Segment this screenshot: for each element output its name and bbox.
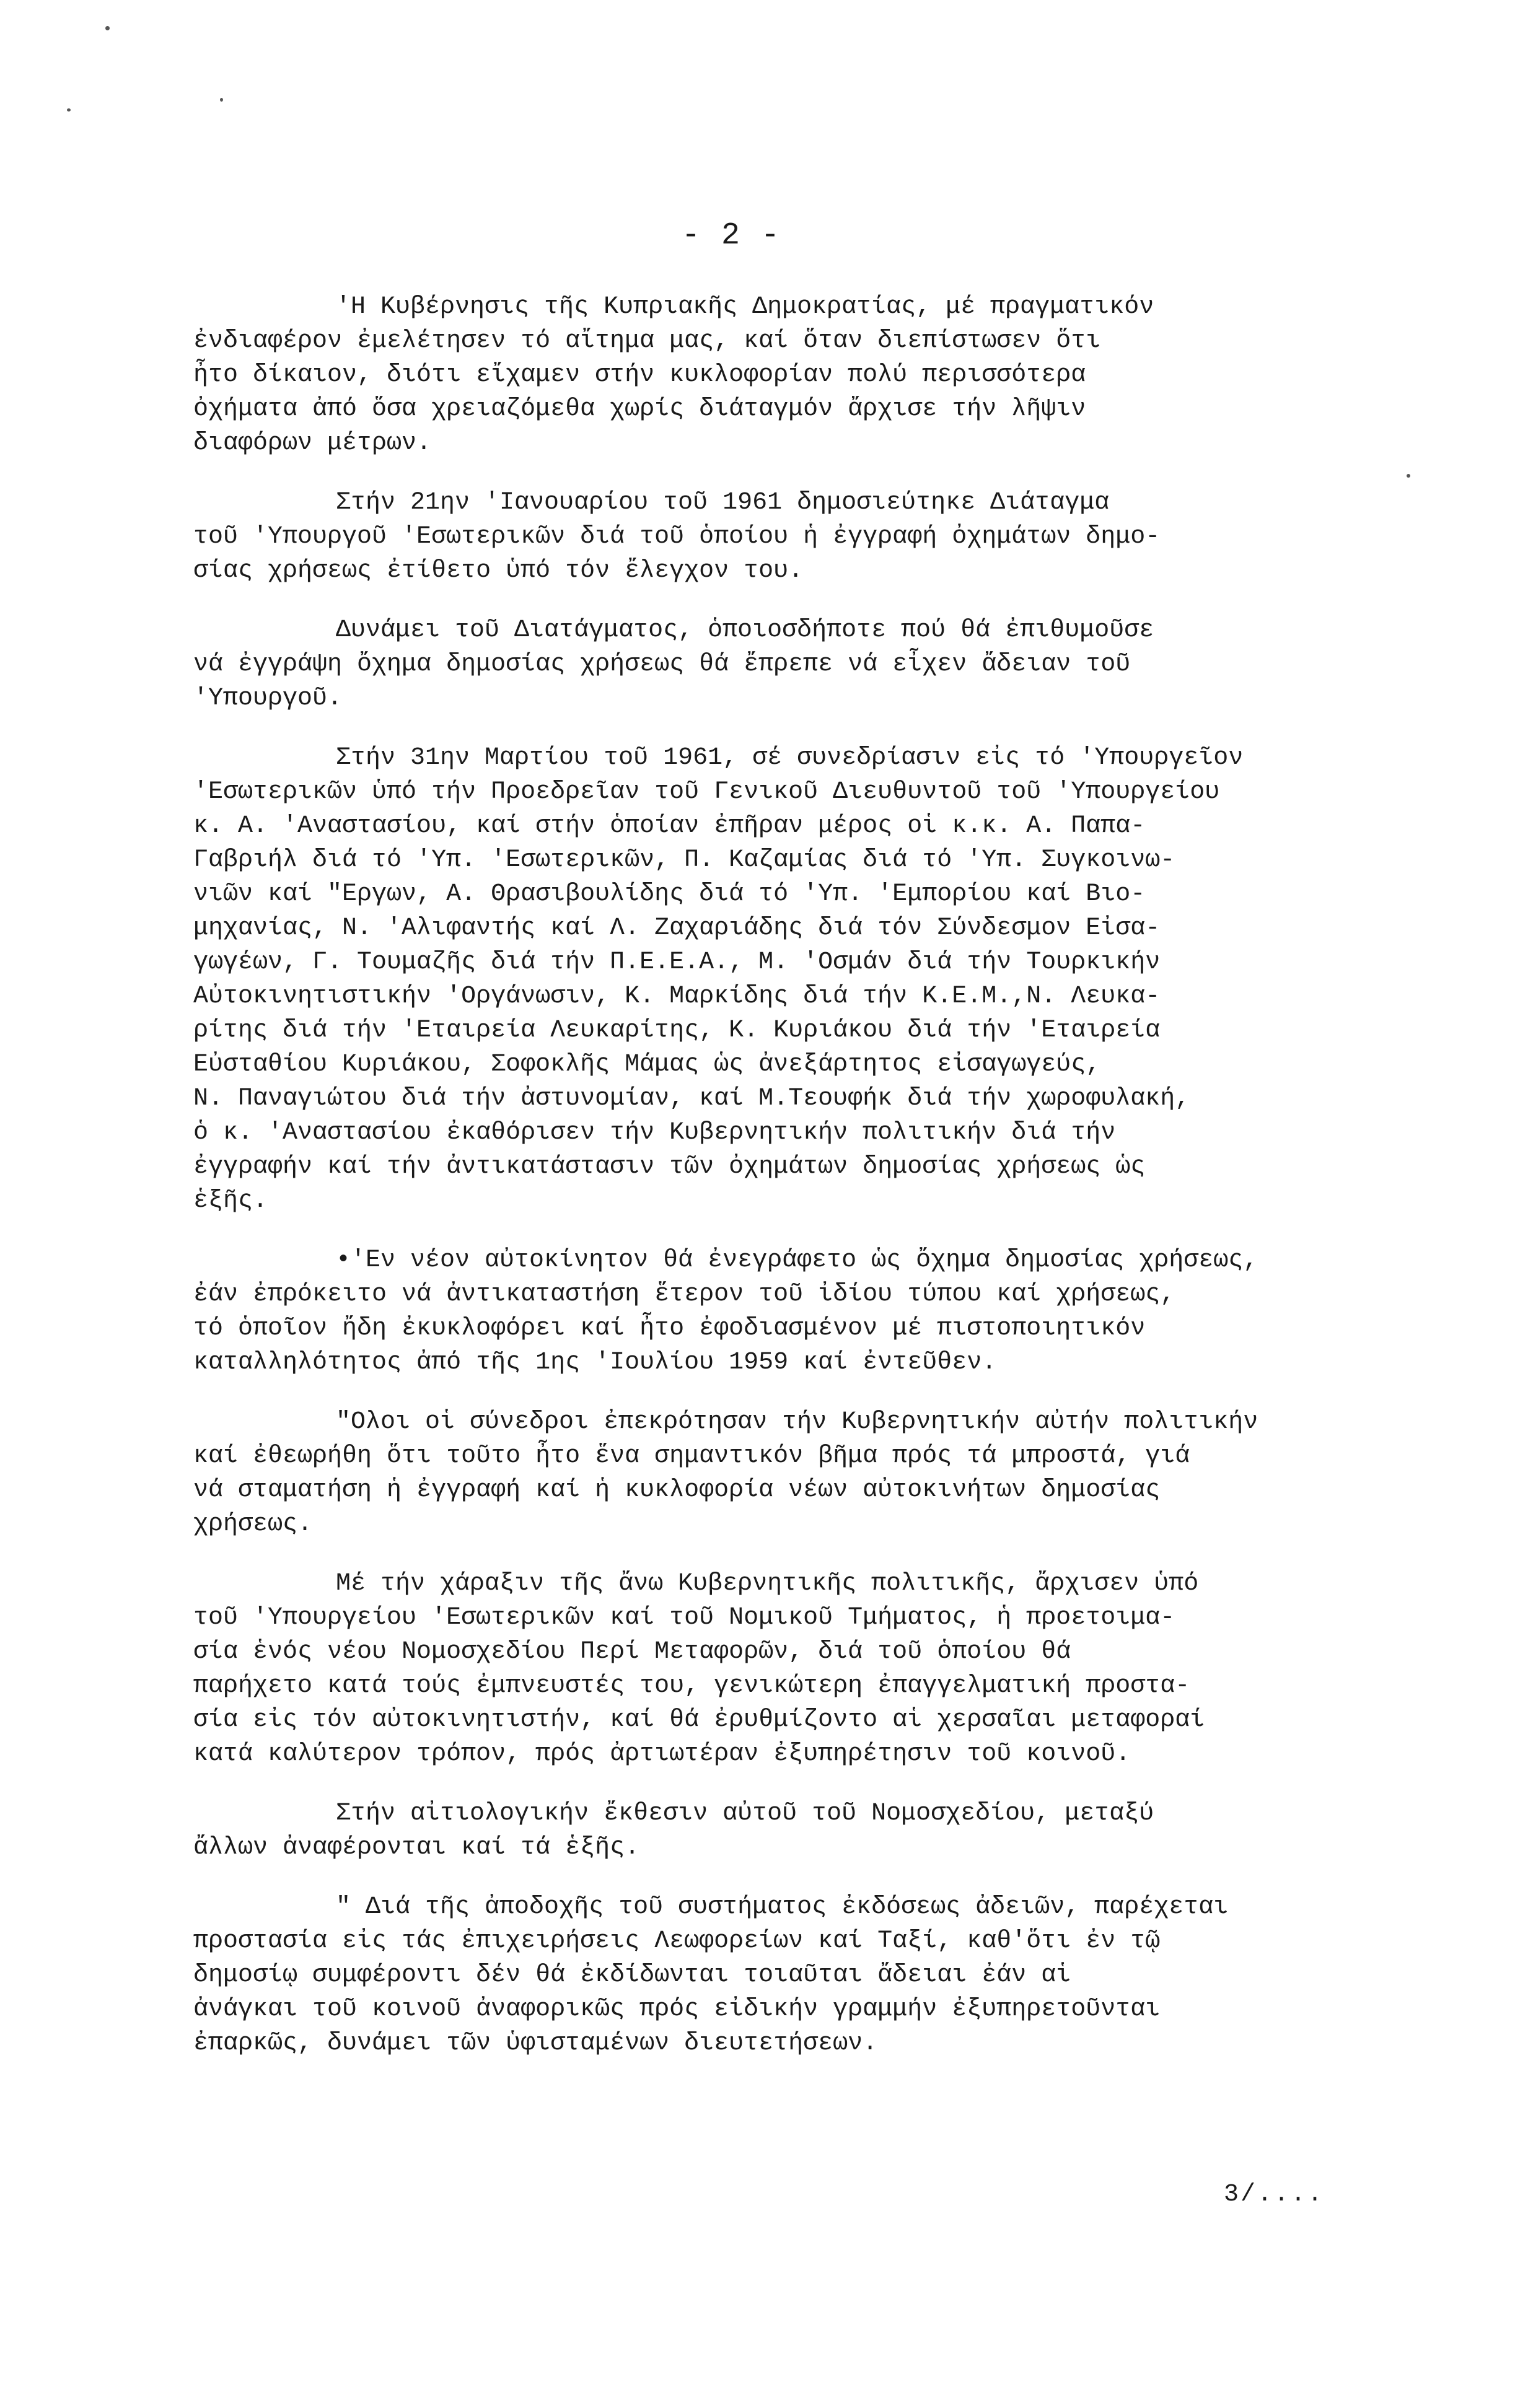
text-line: καταλληλότητος ἀπό τῆς 1ης 'Ιουλίου 1959 καί ἐντεῦθεν. [193,1349,997,1377]
text-line: προστασία εἰς τάς ἐπιχειρήσεις Λεωφορείων καί Ταξί, καθ'ὅτι ἐν τῷ [193,1927,1161,1955]
text-line: ἑξῆς. [193,1187,268,1215]
text-line: ὁ κ. 'Αναστασίου ἐκαθόρισεν τήν Κυβερνητικήν πολιτικήν διά τήν [193,1119,1116,1147]
text-line: μηχανίας, Ν. 'Αλιφαντής καί Λ. Ζαχαριάδης διά τόν Σύνδεσμον Εἰσα- [193,914,1161,942]
paragraph [193,613,1507,716]
text-line: δημοσίῳ συμφέροντι δέν θά ἐκδίδωνται τοιαῦται ἄδειαι ἐάν αἱ [193,1961,1071,1989]
scan-speck [105,26,110,30]
text-line: κατά καλύτερον τρόπον, πρός ἀρτιωτέραν ἐξυπηρέτησιν τοῦ κοινοῦ. [193,1740,1131,1768]
text-line: Στήν 21ην 'Ιανουαρίου τοῦ 1961 δημοσιεύτηκε Διάταγμα [336,489,1110,517]
text-line: Στήν αἰτιολογικήν ἔκθεσιν αὐτοῦ τοῦ Νομοσχεδίου, μεταξύ [336,1800,1154,1828]
text-line: Αὐτοκινητιστικήν 'Οργάνωσιν, Κ. Μαρκίδης διά τήν Κ.Ε.Μ.,Ν. Λευκα- [193,983,1161,1010]
text-line: Ν. Παναγιώτου διά τήν ἀστυνομίαν, καί Μ.Τεουφήκ διά τήν χωροφυλακή, [193,1085,1190,1113]
text-line: παρήχετο κατά τούς ἐμπνευστές του, γενικώτερη ἐπαγγελματική προστα- [193,1672,1190,1700]
paragraph [193,1243,1507,1380]
paragraph [193,486,1507,588]
text-line: ρίτης διά τήν 'Εταιρεία Λευκαρίτης, Κ. Κυριάκου διά τήν 'Εταιρεία [193,1017,1161,1044]
text-line: καί ἐθεωρήθη ὅτι τοῦτο ἦτο ἕνα σημαντικόν βῆμα πρός τά μπροστά, γιά [193,1442,1190,1470]
text-line: διαφόρων μέτρων. [193,429,432,457]
text-line: ἐάν ἐπρόκειτο νά ἀντικαταστήση ἕτερον τοῦ ἰδίου τύπου καί χρήσεως, [193,1281,1175,1308]
text-line: 'Η Κυβέρνησις τῆς Κυπριακῆς Δημοκρατίας, μέ πραγματικόν [336,293,1154,321]
paragraph [193,1890,1507,2060]
text-line: νά ἐγγράψη ὄχημα δημοσίας χρήσεως θά ἔπρεπε νά εἶχεν ἄδειαν τοῦ [193,650,1131,678]
text-line: 'Εσωτερικῶν ὑπό τήν Προεδρεῖαν τοῦ Γενικοῦ Διευθυντοῦ τοῦ 'Υπουργείου [193,778,1220,806]
text-line: κ. Α. 'Αναστασίου, καί στήν ὁποίαν ἐπῆραν μέρος οἱ κ.κ. Α. Παπα- [193,812,1146,840]
text-line: τοῦ 'Υπουργείου 'Εσωτερικῶν καί τοῦ Νομικοῦ Τμήματος, ἡ προετοιμα- [193,1604,1175,1632]
paragraph [193,1567,1507,1771]
paragraph [193,1797,1507,1865]
text-line: νά σταματήση ἡ ἐγγραφή καί ἡ κυκλοφορία νέων αὐτοκινήτων δημοσίας [193,1476,1161,1504]
text-line: "Ολοι οἱ σύνεδροι ἐπεκρότησαν τήν Κυβερνητικήν αὐτήν πολιτικήν [336,1408,1258,1436]
text-line: ἀνάγκαι τοῦ κοινοῦ ἀναφορικῶς πρός εἰδικήν γραμμήν ἐξυπηρετοῦνται [193,1995,1161,2023]
text-line: γωγέων, Γ. Τουμαζῆς διά τήν Π.Ε.Ε.Α., Μ. 'Οσμάν διά τήν Τουρκικήν [193,948,1161,976]
page-number: - 2 - [682,218,781,253]
continuation-marker: 3/.... [1224,2181,1325,2209]
text-line: τοῦ 'Υπουργοῦ 'Εσωτερικῶν διά τοῦ ὁποίου ἡ ἐγγραφή ὀχημάτων δημο- [193,523,1161,551]
text-line: τό ὁποῖον ἤδη ἐκυκλοφόρει καί ἦτο ἐφοδιασμένον μέ πιστοποιητικόν [193,1315,1146,1342]
text-line: Εὐσταθίου Κυριάκου, Σοφοκλῆς Μάμας ὡς ἀνεξάρτητος εἰσαγωγεύς, [193,1051,1101,1079]
text-line: Δυνάμει τοῦ Διατάγματος, ὁποιοσδήποτε πού θά ἐπιθυμοῦσε [336,616,1154,644]
text-line: ἐγγραφήν καί τήν ἀντικατάστασιν τῶν ὀχημάτων δημοσίας χρήσεως ὡς [193,1153,1146,1181]
scan-speck [67,108,71,112]
text-line: ὀχήματα ἀπό ὅσα χρειαζόμεθα χωρίς διάταγμόν ἄρχισε τήν λῆψιν [193,395,1086,423]
text-line: " Διά τῆς ἀποδοχῆς τοῦ συστήματος ἐκδόσεως ἀδειῶν, παρέχεται [336,1893,1229,1921]
paragraph [193,741,1507,1218]
text-line: Στήν 31ην Μαρτίου τοῦ 1961, σέ συνεδρίασιν εἰς τό 'Υπουργεῖον [336,744,1244,772]
scan-speck [220,98,223,102]
text-line: σία ἑνός νέου Νομοσχεδίου Περί Μεταφορῶν, διά τοῦ ὁποίου θά [193,1638,1071,1666]
text-line: Μέ τήν χάραξιν τῆς ἄνω Κυβερνητικῆς πολιτικῆς, ἄρχισεν ὑπό [336,1570,1199,1598]
text-line: σίας χρήσεως ἐτίθετο ὑπό τόν ἔλεγχον του. [193,557,804,585]
text-line: ἐνδιαφέρον ἐμελέτησεν τό αἴτημα μας, καί ὅταν διεπίστωσεν ὅτι [193,327,1101,355]
text-line: νιῶν καί "Εργων, Α. Θρασιβουλίδης διά τό 'Υπ. 'Εμπορίου καί Βιο- [193,880,1146,908]
paragraph [193,290,1507,460]
text-line: Γαβριήλ διά τό 'Υπ. 'Εσωτερικῶν, Π. Καζαμίας διά τό 'Υπ. Συγκοινω- [193,846,1175,874]
text-line: χρήσεως. [193,1510,313,1538]
text-line: •'Εν νέον αὐτοκίνητον θά ἐνεγράφετο ὡς ὄχημα δημοσίας χρήσεως, [336,1246,1258,1274]
document-body [193,290,1507,2086]
text-line: σία εἰς τόν αὐτοκινητιστήν, καί θά ἐρυθμίζοντο αἱ χερσαῖαι μεταφοραί [193,1706,1205,1734]
text-line: ἄλλων ἀναφέρονται καί τά ἑξῆς. [193,1834,640,1862]
text-line: 'Υπουργοῦ. [193,685,343,712]
paragraph [193,1405,1507,1541]
text-line: ἐπαρκῶς, δυνάμει τῶν ὑφισταμένων διευτετήσεων. [193,2029,878,2057]
text-line: ἦτο δίκαιον, διότι εἴχαμεν στήν κυκλοφορίαν πολύ περισσότερα [193,361,1086,389]
